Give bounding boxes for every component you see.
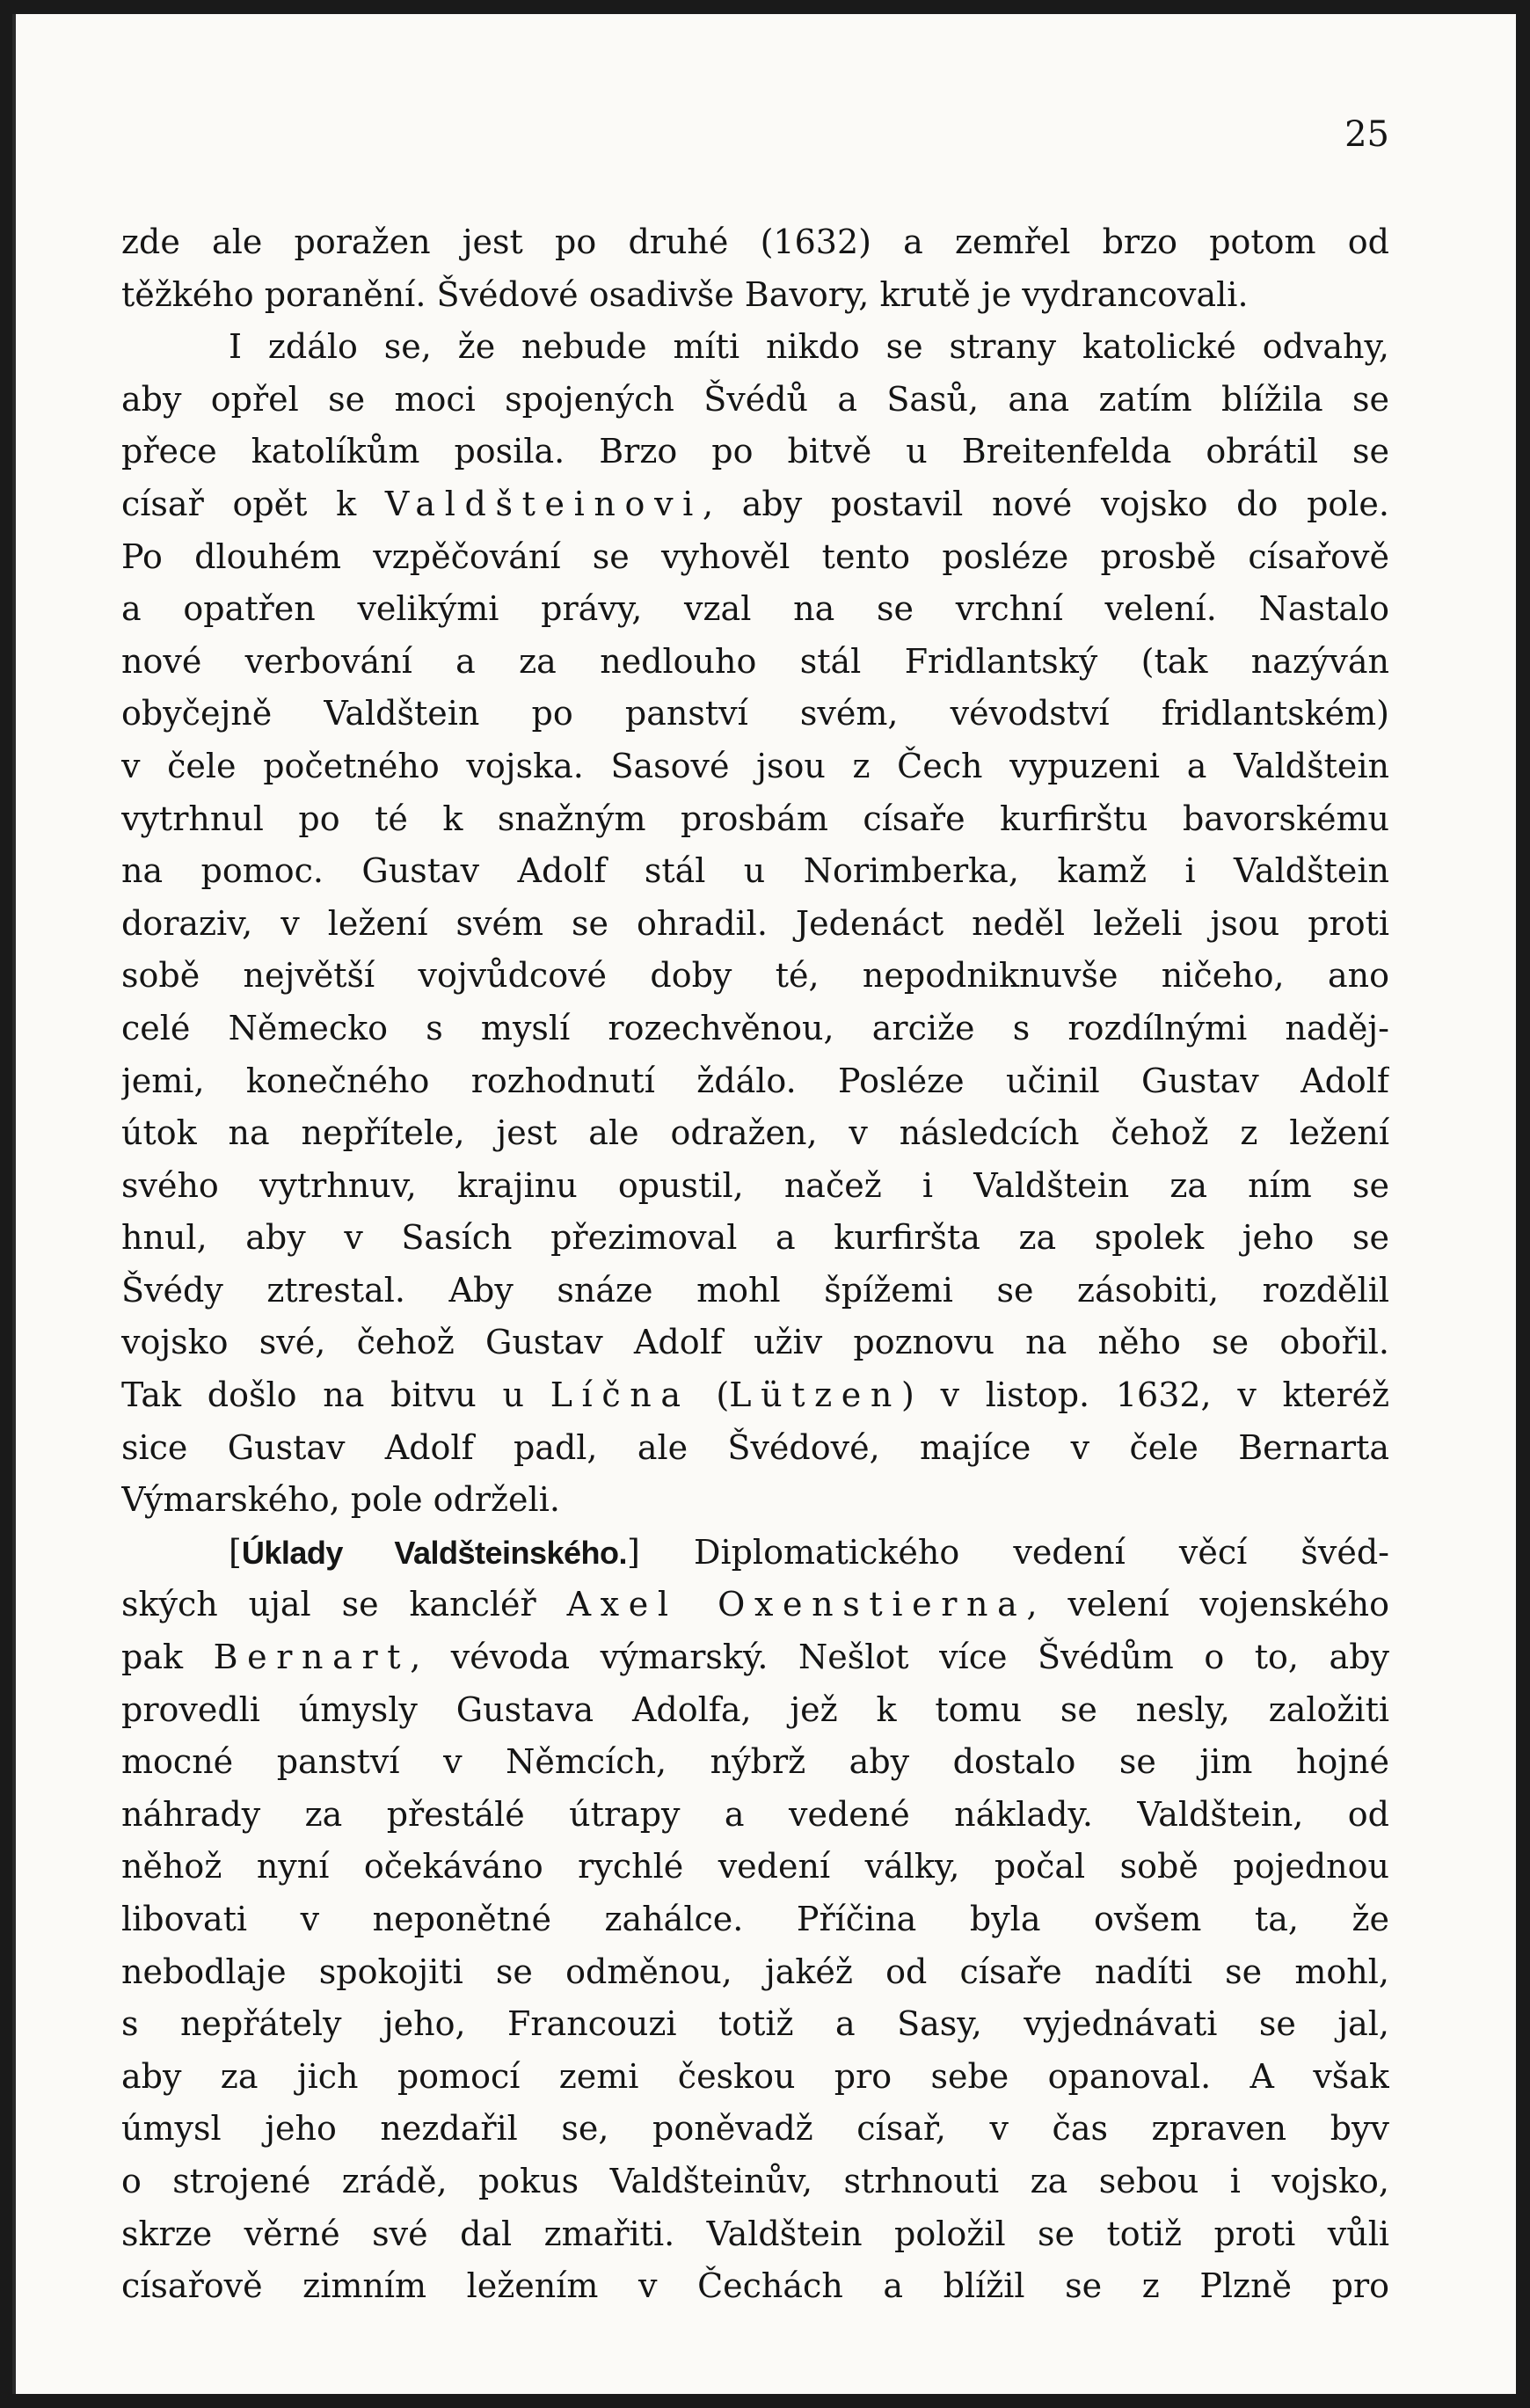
text-line: hnul, aby v Sasích přezimoval a kurfiršta za spolek jeho se xyxy=(121,1218,1389,1258)
text-line: I zdálo se, že nebude míti nikdo se strany katolické odvahy, xyxy=(229,327,1389,367)
text-line: těžkého poranění. Švédové osadivše Bavory, krutě je vydrancovali. xyxy=(121,274,1249,314)
section-heading: Úklady Valdšteinského. xyxy=(241,1534,628,1571)
text-line: nebodlaje spokojiti se odměnou, jakéž od císaře nadíti se mohl, xyxy=(121,1952,1389,1991)
text-line: celé Německo s myslí rozechvěnou, arciže s rozdílnými naděj- xyxy=(121,1008,1389,1047)
text-line: a opatřen velikými právy, vzal na se vrchní velení. Nastalo xyxy=(121,589,1389,629)
text-line: nové verbování a za nedlouho stál Fridlantský (tak nazýván xyxy=(121,641,1389,681)
text-segment: , velení vojenského xyxy=(1026,1585,1389,1624)
text-line xyxy=(121,1631,1389,1684)
text-line: s nepřátely jeho, Francouzi totiž a Sasy, vyjednávati se jal, xyxy=(121,2004,1389,2044)
text-line: útok na nepřítele, jest ale odražen, v následcích čehož z ležení xyxy=(121,1113,1389,1153)
text-line: vytrhnul po té k snažným prosbám císaře kurfirštu bavorskému xyxy=(121,799,1389,838)
text-line: sice Gustav Adolf padl, ale Švédové, majíce v čele Bernarta xyxy=(121,1427,1389,1467)
book-page xyxy=(12,14,1516,2394)
text-segment: , aby postavil nové vojsko do pole. xyxy=(702,484,1389,523)
text-segment: pak xyxy=(121,1638,214,1677)
page-number: 25 xyxy=(1344,114,1389,155)
text-line: císařově zimním ležením v Čechách a blížil se z Plzně pro xyxy=(121,2266,1389,2306)
emphasized-name: Lützen xyxy=(729,1375,902,1415)
text-segment: ] Diplomatického vedení věcí švéd- xyxy=(627,1532,1389,1572)
text-line: libovati v neponětné zahálce. Příčina byla ovšem ta, že xyxy=(121,1900,1389,1938)
emphasized-name: Axel Oxenstierna xyxy=(566,1585,1027,1624)
text-line: obyčejně Valdštein po panství svém, vévodství fridlantském) xyxy=(121,694,1389,733)
text-line: aby za jich pomocí zemi českou pro sebe opanoval. A však xyxy=(121,2056,1389,2096)
text-line: přece katolíkům posila. Brzo po bitvě u Breitenfelda obrátil se xyxy=(121,432,1389,471)
text-line xyxy=(121,1369,1389,1422)
text-segment: ských ujal se kancléř xyxy=(121,1585,567,1624)
text-segment: ( xyxy=(689,1375,730,1415)
text-line xyxy=(121,1527,1389,1580)
text-segment: císař opět k xyxy=(121,484,385,523)
text-line: sobě největší vojvůdcové doby té, nepodniknuvše ničeho, ano xyxy=(121,956,1389,996)
text-line: doraziv, v ležení svém se ohradil. Jedenáct neděl leželi jsou proti xyxy=(121,903,1389,943)
emphasized-name: Bernart xyxy=(213,1638,411,1677)
text-line: aby opřel se moci spojených Švédů a Sasů, ana zatím blížila se xyxy=(121,379,1389,419)
text-line: Po dlouhém vzpěčování se vyhověl tento posléze prosbě císařově xyxy=(121,536,1389,576)
text-segment: Tak došlo na bitvu u xyxy=(121,1375,550,1415)
text-line: zde ale poražen jest po druhé (1632) a zemřel brzo potom od xyxy=(121,223,1389,261)
text-line: něhož nyní očekáváno rychlé vedení války, počal sobě pojednou xyxy=(121,1847,1389,1886)
text-line: na pomoc. Gustav Adolf stál u Norimberka, kamž i Valdštein xyxy=(121,851,1389,891)
text-line: Švédy ztrestal. Aby snáze mohl špížemi se zásobiti, rozdělil xyxy=(121,1270,1389,1310)
text-line: mocné panství v Němcích, nýbrž aby dostalo se jim hojné xyxy=(121,1742,1389,1782)
text-line: provedli úmysly Gustava Adolfa, jež k tomu se nesly, založiti xyxy=(121,1689,1389,1729)
text-line: o strojené zrádě, pokus Valdšteinův, strhnouti za sebou i vojsko, xyxy=(121,2161,1389,2200)
text-line: Výmarského, pole održeli. xyxy=(121,1480,560,1520)
emphasized-name: Líčna xyxy=(550,1375,690,1415)
text-line: úmysl jeho nezdařil se, poněvadž císař, v čas zpraven byv xyxy=(121,2109,1389,2149)
text-line: svého vytrhnuv, krajinu opustil, načež i Valdštein za ním se xyxy=(121,1165,1389,1205)
text-segment: , vévoda výmarský. Nešlot více Švédům o to, aby xyxy=(410,1638,1389,1677)
text-line xyxy=(121,478,1389,531)
text-line: náhrady za přestálé útrapy a vedené náklady. Valdštein, od xyxy=(121,1794,1389,1834)
emphasized-name: Valdšteinovi xyxy=(384,484,703,523)
text-line: v čele početného vojska. Sasové jsou z Čech vypuzeni a Valdštein xyxy=(121,746,1389,785)
text-line xyxy=(121,1579,1389,1631)
text-line: skrze věrné své dal zmařiti. Valdštein položil se totiž proti vůli xyxy=(121,2214,1389,2253)
text-segment: ) v listop. 1632, v kteréž xyxy=(901,1375,1389,1415)
text-segment: [ xyxy=(229,1532,242,1572)
text-line: jemi, konečného rozhodnutí ždálo. Posléze učinil Gustav Adolf xyxy=(121,1061,1389,1100)
body-text xyxy=(121,216,1389,2313)
text-line: vojsko své, čehož Gustav Adolf uživ poznovu na něho se obořil. xyxy=(121,1323,1389,1362)
